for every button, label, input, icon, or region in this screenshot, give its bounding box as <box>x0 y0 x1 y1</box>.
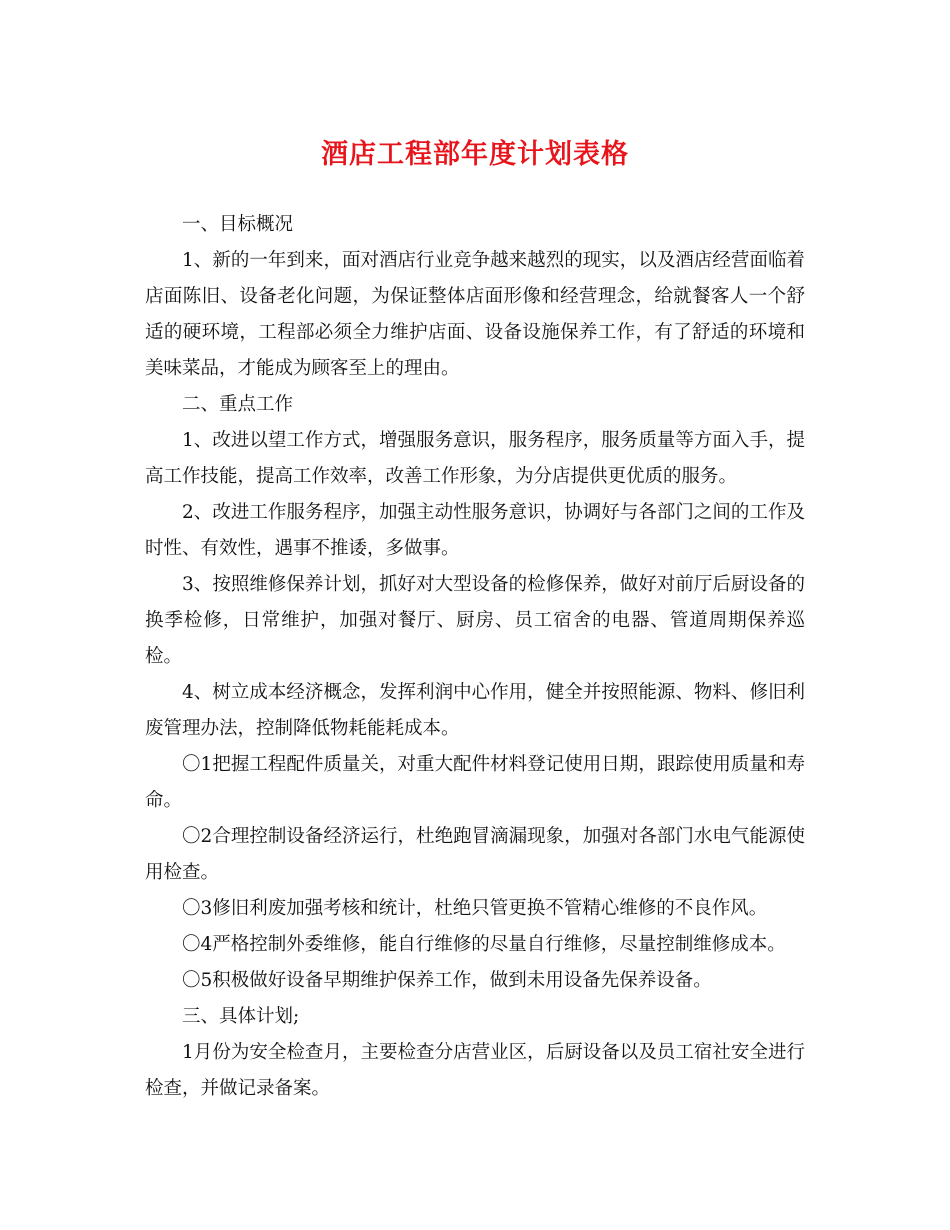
paragraph-plan-1: 1月份为安全检查月，主要检查分店营业区，后厨设备以及员工宿社安全进行检查，并做记录备案。 <box>145 1042 805 1099</box>
section-heading-plan: 三、具体计划; <box>182 1006 300 1027</box>
list-item-3: 〇3修旧利废加强考核和统计，杜绝只管更换不管精心维修的不良作风。 <box>182 898 768 919</box>
list-item-5: 〇5积极做好设备早期维护保养工作，做到未用设备先保养设备。 <box>182 970 712 991</box>
list-item-1: 〇1把握工程配件质量关，对重大配件材料登记使用日期，跟踪使用质量和寿命。 <box>145 754 805 811</box>
list-item-4: 〇4严格控制外委维修，能自行维修的尽量自行维修，尽量控制维修成本。 <box>182 934 786 955</box>
paragraph-key-work-2: 2、改进工作服务程序，加强主动性服务意识，协调好与各部门之间的工作及时性、有效性，遇事不推诿，多做事。 <box>145 502 805 559</box>
paragraph-key-work-3: 3、按照维修保养计划，抓好对大型设备的检修保养，做好对前厅后厨设备的换季检修，日常维护，加强对餐厅、厨房、员工宿舍的电器、管道周期保养巡检。 <box>145 574 805 667</box>
paragraph-key-work-4: 4、树立成本经济概念，发挥利润中心作用，健全并按照能源、物料、修旧利废管理办法，控制降低物耗能耗成本。 <box>145 682 805 739</box>
list-item-2: 〇2合理控制设备经济运行，杜绝跑冒滴漏现象，加强对各部门水电气能源使用检查。 <box>145 826 805 883</box>
section-heading-key-work: 二、重点工作 <box>182 394 294 415</box>
document-title: 酒店工程部年度计划表格 <box>321 139 629 170</box>
document-body <box>145 207 805 1107</box>
paragraph-key-work-1: 1、改进以望工作方式，增强服务意识，服务程序，服务质量等方面入手，提高工作技能，提高工作效率，改善工作形象，为分店提供更优质的服务。 <box>145 430 805 487</box>
section-heading-goals: 一、目标概况 <box>182 214 294 235</box>
paragraph-goals-1: 1、新的一年到来，面对酒店行业竞争越来越烈的现实，以及酒店经营面临着店面陈旧、设备老化问题，为保证整体店面形像和经营理念，给就餐客人一个舒适的硬环境，工程部必须全力维护店面、设备设施保养工作，有了舒适的环境和美味菜品，才能成为顾客至上的理由。 <box>145 250 805 379</box>
